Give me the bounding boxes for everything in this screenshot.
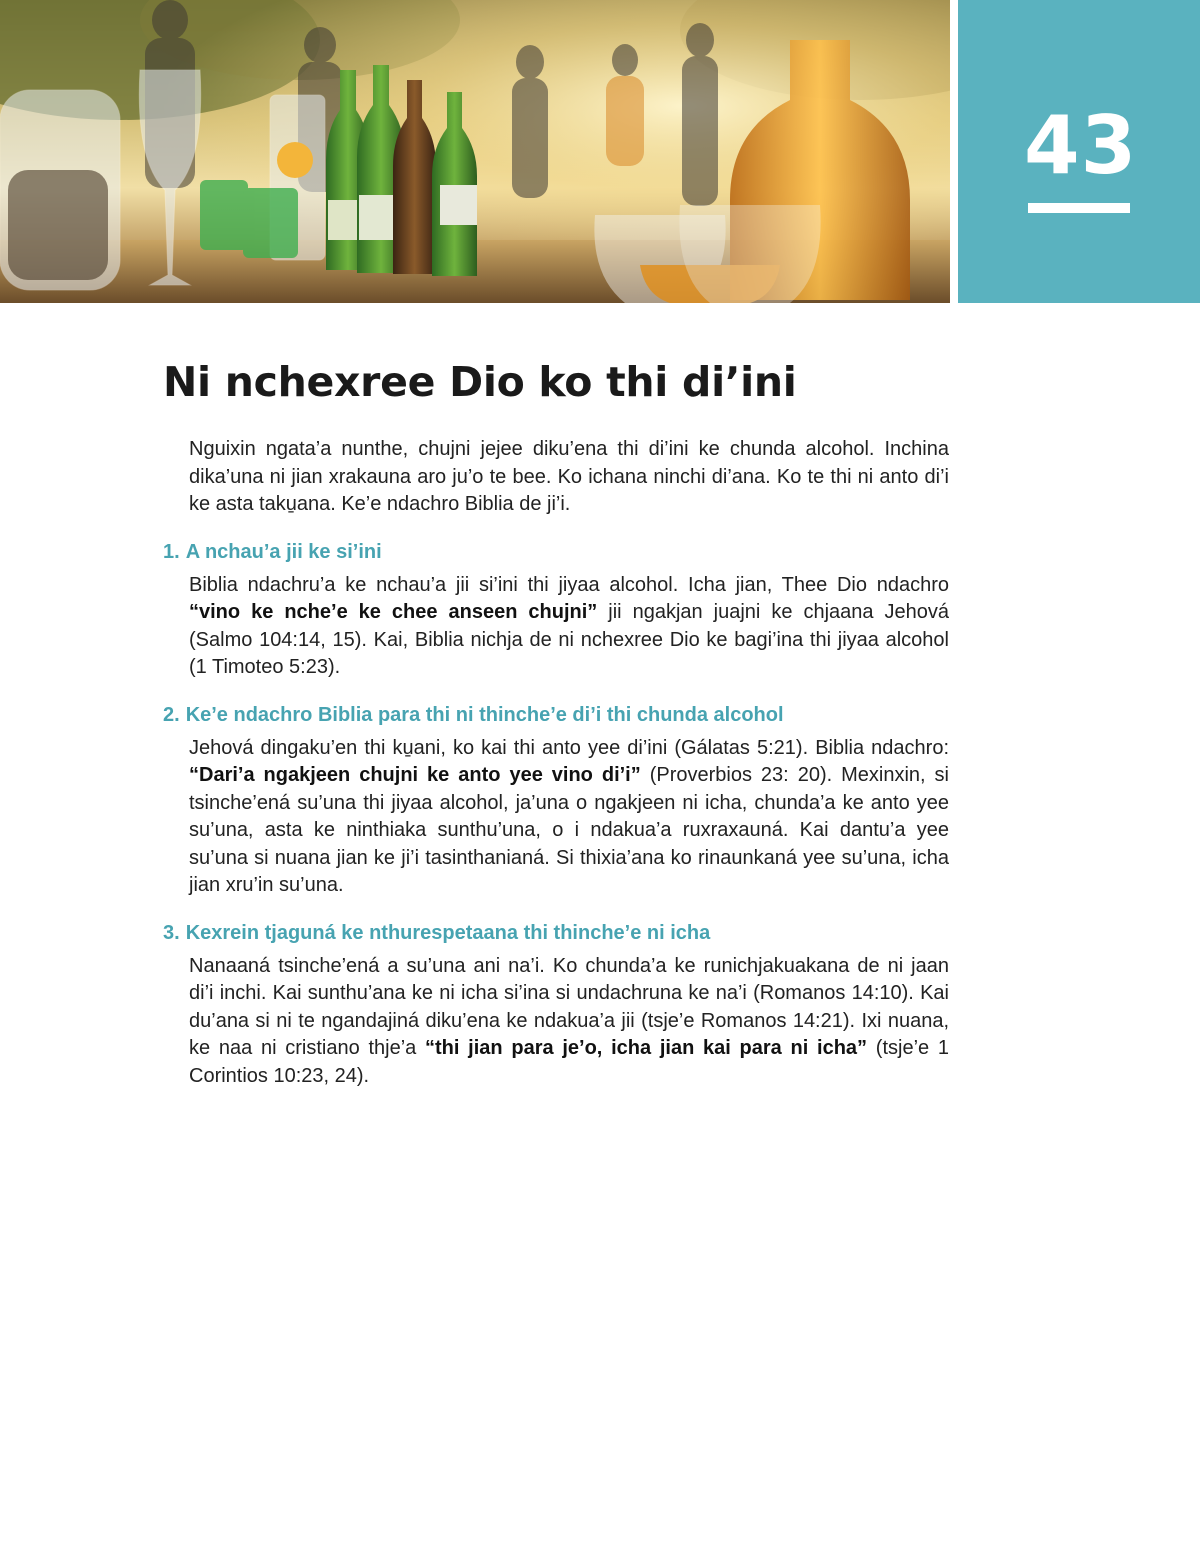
section-paragraph: Nanaaná tsinche’ená a su’una ani na’i. Ko chunda’a ke runichjakuakana de ni jaan di’i inchi. Kai sunthu’ana ke ni icha si’ina si undachruna ke na’i (Romanos 14:10). Kai du’ana si ni te ngandajiná diku’ena ke ndakua’a jii (tsje’e Romanos 14:21). Ixi nuana, ke naa ni cristiano thje’a “thi jian para je’o, icha jian kai para ni icha” (tsje’e 1 Corintios 10:23, 24). — [189, 954, 949, 1087]
page-title: Ni nchexree Dio ko thi di’ini — [163, 358, 797, 406]
scripture-quote: “vino ke nche’e ke chee anseen chujni” — [189, 601, 598, 623]
section-paragraph: Jehová dingaku’en thi ku̱ani, ko kai thi anto yee di’ini (Gálatas 5:21). Biblia ndachro: “Dari’a ngakjeen chujni ke anto yee vino di’i” (Proverbios 23: 20). Mexinxin, si tsinche’ená su’una thi jiyaa alcohol, ja’una o ngakjeen ni icha, chunda’a ke anto yee su’una, asta ke ninthiaka sunthu’una, o i ndakua’a ruxraxauná. Kai dantu’a yee su’una si nuana jian ke ji’i tasinthanianá. Si thixia’ana ko rinaunkaná yee su’una, icha jian xru’in su’una. — [189, 736, 949, 896]
scripture-quote: “thi jian para je’o, icha jian kai para ni icha” — [425, 1037, 868, 1059]
section-3 — [163, 919, 953, 1091]
lesson-number-underline — [1028, 203, 1130, 213]
intro-paragraph: Nguixin ngata’a nunthe, chujni jejee diku’ena thi di’ini ke chunda alcohol. Inchina dika’una ni jian xrakauna aro ju’o te bee. Ko ichana ninchi di’ana. Ko te thi ni anto di’i ke asta taku̱ana. Ke’e ndachro Biblia de ji’i. — [189, 438, 949, 515]
section-heading: 1. A nchau’a jii ke si’ini — [163, 540, 382, 563]
lesson-content — [163, 436, 953, 1090]
section-heading: 2. Ke’e ndachro Biblia para thi ni thinche’e di’i thi chunda alcohol — [163, 703, 784, 726]
party-drinks-illustration — [0, 0, 950, 303]
header-photo — [0, 0, 950, 303]
section-paragraph: Biblia ndachru’a ke nchau’a jii si’ini thi jiyaa alcohol. Icha jian, Thee Dio ndachro “vino ke nche’e ke chee anseen chujni” jii ngakjan juajni ke chjaana Jehová (Salmo 104:14, 15). Kai, Biblia nichja de ni nchexree Dio ke bagi’ina thi jiyaa alcohol (1 Timoteo 5:23). — [189, 573, 949, 678]
scripture-quote: “Dari’a ngakjeen chujni ke anto yee vino di’i” — [189, 764, 641, 786]
section-2 — [163, 701, 953, 900]
section-1 — [163, 538, 953, 682]
lesson-number: 43 — [1024, 99, 1138, 192]
section-heading: 3. Kexrein tjaguná ke nthurespetaana thi thinche’e ni icha — [163, 921, 711, 944]
lesson-number-badge — [958, 0, 1200, 303]
